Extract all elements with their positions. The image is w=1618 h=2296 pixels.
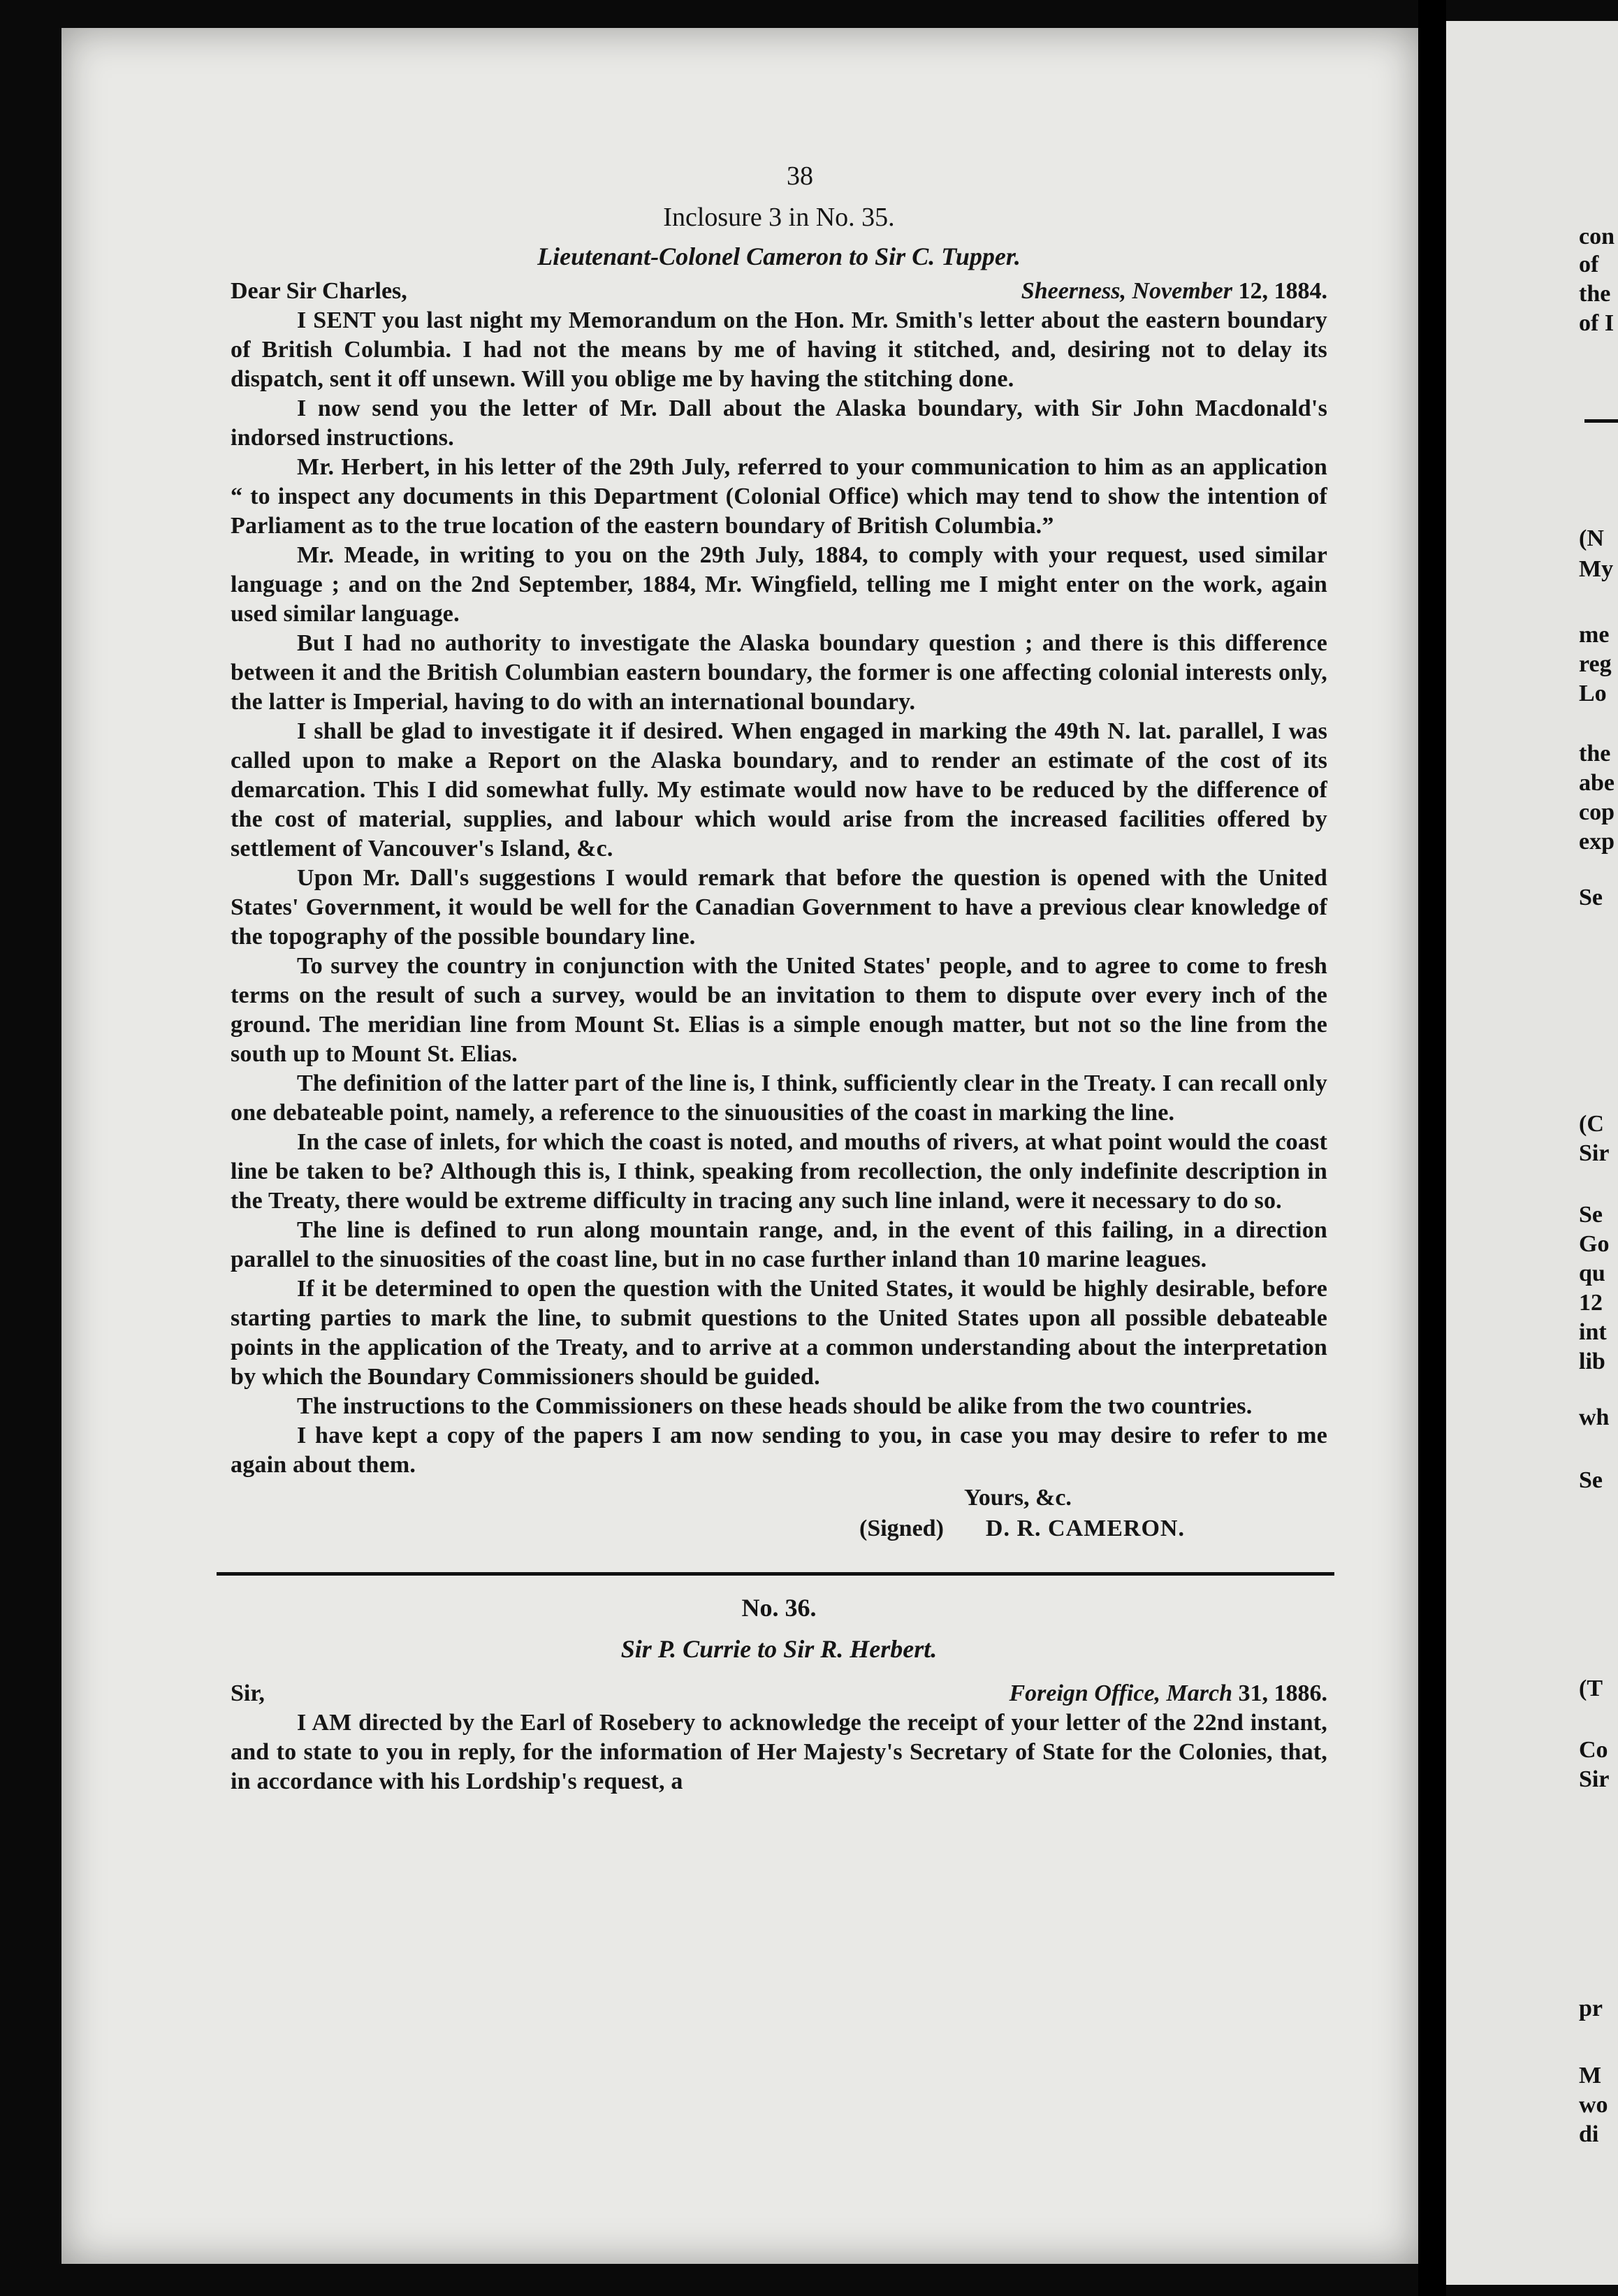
letter1-place: Sheerness, November <box>1021 278 1232 304</box>
fragment: Se <box>1579 1202 1603 1228</box>
document-number: No. 36. <box>741 1594 817 1622</box>
fragment: cop <box>1579 799 1615 825</box>
paragraph: The instructions to the Commissioners on these heads should be alike from the two countries. <box>297 1393 1253 1419</box>
paragraph: I AM directed by the Earl of Rosebery to acknowledge the receipt of your letter of the 22nd instant, and to state to you in reply, for the information of Her Majesty's Secretary of State for the Colonies, that, in accordance with his Lordship's request, a <box>231 1710 1327 1794</box>
fragment: Go <box>1579 1231 1610 1257</box>
paragraph: I shall be glad to investigate it if desired. When engaged in marking the 49th N. lat. parallel, I was called upon to make a Report on the Alaska boundary, and to render an estimate of the cost of its demarcation. This I did somewhat fully. My estimate would now have to be reduced by the difference of the cost of material, supplies, and labour which would arise from the increased facilities offered by settlement of Vancouver's Island, &c. <box>231 718 1327 862</box>
fragment: (N <box>1579 525 1604 551</box>
paragraph: Mr. Herbert, in his letter of the 29th July, referred to your communication to him as an application “ to inspect any documents in this Department (Colonial Office) which may tend to show the intention of Parliament as to the true location of the eastern boundary of British Columbia.” <box>231 454 1327 539</box>
fragment: pr <box>1579 1996 1603 2021</box>
paragraph: To survey the country in conjunction with the United States' people, and to agree to come to fresh terms on the result of such a survey, would be an invitation to them to dispute over every inch of the ground. The meridian line from Mount St. Elias is a simple enough matter, but not so the line from the south up to Mount St. Elias. <box>231 953 1327 1067</box>
fragment: (T <box>1579 1676 1603 1701</box>
adjacent-page-edge <box>1446 21 1618 2285</box>
signature-line <box>231 1513 1327 1544</box>
letter2-salutation: Sir, <box>231 1680 265 1706</box>
fragment: di <box>1579 2121 1599 2147</box>
paragraph: The definition of the latter part of the line is, I think, sufficiently clear in the Treaty. I can recall only one debateable point, namely, a reference to the sinuousities of the coast in marking the line. <box>231 1070 1327 1126</box>
letter1-dateline <box>231 277 1327 306</box>
fragment: the <box>1579 741 1611 766</box>
paragraph: In the case of inlets, for which the coast is noted, and mouths of rivers, at what point would the coast line be taken to be? Although this is, I think, speaking from recollection, the only indefinite description in the Treaty, there would be extreme difficulty in tracing any such line inland, were it necessary to do so. <box>231 1129 1327 1214</box>
fragment: wo <box>1579 2092 1608 2118</box>
fragment: of I <box>1579 310 1615 336</box>
letter2-title: Sir P. Currie to Sir R. Herbert. <box>620 1635 938 1663</box>
paragraph: But I had no authority to investigate the Alaska boundary question ; and there is this difference between it and the British Columbian eastern boundary, the former is one affecting colonial interests only, the latter is Imperial, having to do with an international boundary. <box>231 630 1327 715</box>
inclosure-heading: Inclosure 3 in No. 35. <box>663 203 895 232</box>
letter2-place: Foreign Office, March <box>1009 1680 1232 1706</box>
letter1-date-num: 12, 1884. <box>1238 278 1327 304</box>
fragment: Sir <box>1579 1140 1610 1166</box>
paragraph: If it be determined to open the question with the United States, it would be highly desirable, before starting parties to mark the line, to submit questions to the United States upon all possible debateable points in the application of the Treaty, and to arrive at a common understanding about the interpretation by which the Boundary Commissioners should be guided. <box>231 1276 1327 1390</box>
fragment: M <box>1579 2063 1602 2088</box>
letter2-date <box>1009 1679 1327 1708</box>
fragment: the <box>1579 281 1611 307</box>
fragment: of <box>1579 252 1599 277</box>
fragment: exp <box>1579 829 1615 855</box>
signer-name: D. R. CAMERON. <box>985 1516 1185 1541</box>
closing-phrase: Yours, &c. <box>964 1485 1072 1511</box>
letter2-body <box>231 1708 1327 1796</box>
paragraph: I SENT you last night my Memorandum on the Hon. Mr. Smith's letter about the eastern boundary of British Columbia. I had not the means by me of having it stitched, and, desiring not to delay its dispatch, sent it off unsewn. Will you oblige me by having the stitching done. <box>231 307 1327 392</box>
fragment: me <box>1579 622 1610 648</box>
letter2-date-num: 31, 1886. <box>1238 1680 1327 1706</box>
fragment: Co <box>1579 1737 1608 1763</box>
paragraph: Upon Mr. Dall's suggestions I would remark that before the question is opened with the United States' Government, it would be well for the Canadian Government to have a previous clear knowledge of the topography of the possible boundary line. <box>231 865 1327 950</box>
fragment-rule <box>1584 419 1618 423</box>
fragment: wh <box>1579 1404 1610 1430</box>
section-divider <box>217 1572 1334 1576</box>
fragment: Se <box>1579 885 1603 910</box>
paragraph: The line is defined to run along mountain range, and, in the event of this failing, in a direction parallel to the sinuosities of the coast line, but in no case further inland than 10 marine leagues. <box>231 1217 1327 1272</box>
fragment: lib <box>1579 1349 1605 1374</box>
letter1-title: Lieutenant-Colonel Cameron to Sir C. Tupper. <box>537 242 1021 270</box>
letter1-date <box>1021 277 1327 306</box>
fragment: abe <box>1579 770 1615 796</box>
fragment: My <box>1579 556 1614 582</box>
signed-label: (Signed) <box>859 1516 944 1541</box>
letter1-body <box>231 306 1327 1480</box>
fragment: (C <box>1579 1111 1604 1137</box>
letter1-closing <box>231 1483 1327 1544</box>
page-number: 38 <box>787 161 813 191</box>
paragraph: Mr. Meade, in writing to you on the 29th July, 1884, to comply with your request, used similar language ; and on the 2nd September, 1884, Mr. Wingfield, telling me I might enter on the work, again used similar language. <box>231 542 1327 627</box>
fragment: con <box>1579 224 1615 249</box>
fragment: Lo <box>1579 681 1607 706</box>
fragment: int <box>1579 1319 1607 1345</box>
fragment: reg <box>1579 651 1612 677</box>
paragraph: I have kept a copy of the papers I am now sending to you, in case you may desire to refer to me again about them. <box>231 1423 1327 1478</box>
paragraph: I now send you the letter of Mr. Dall about the Alaska boundary, with Sir John Macdonald's indorsed instructions. <box>231 395 1327 451</box>
page-content <box>231 161 1327 1796</box>
page-gutter <box>1418 0 1446 2296</box>
letter2-dateline <box>231 1679 1327 1708</box>
fragment: Sir <box>1579 1766 1610 1792</box>
letter1-salutation: Dear Sir Charles, <box>231 278 407 304</box>
fragment: qu <box>1579 1260 1605 1286</box>
fragment: 12 <box>1579 1290 1603 1316</box>
fragment: Se <box>1579 1467 1603 1493</box>
